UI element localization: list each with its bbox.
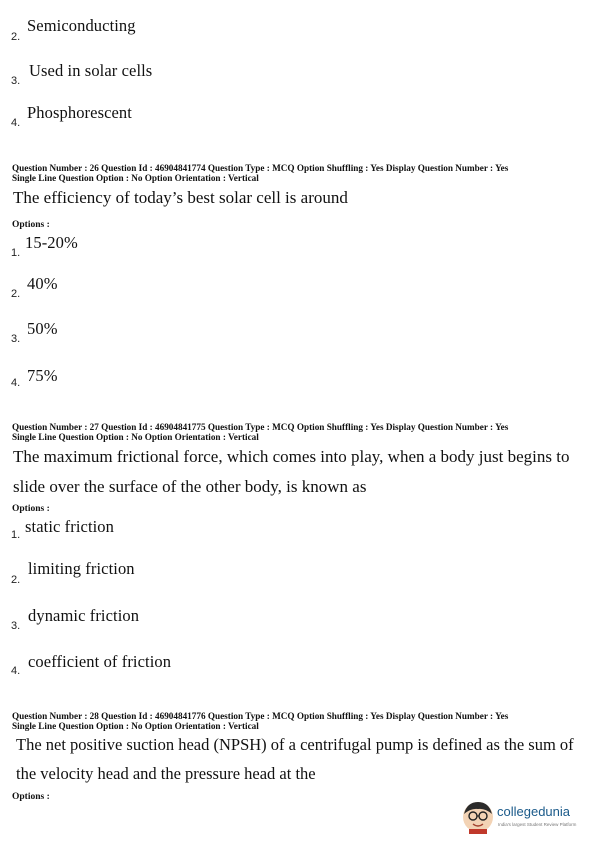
question-meta: Question Number : 28 Question Id : 46904841776 Question Type : MCQ Option Shuffling : Yes Display Question Number : Yes Single Line Question Option : No Option Orientation : Vertical (12, 711, 509, 731)
option-text: dynamic friction (28, 606, 140, 625)
collegedunia-logo (461, 800, 581, 836)
option-text: Phosphorescent (27, 103, 132, 122)
option-number: 4. (11, 117, 21, 129)
option-text: 15-20% (25, 233, 78, 252)
option-number: 3. (11, 333, 21, 345)
option-text: limiting friction (28, 559, 135, 578)
option-number: 3. (11, 75, 21, 87)
question-text: The efficiency of today’s best solar cell is around (13, 188, 348, 207)
option-number: 3. (11, 620, 21, 632)
option-number: 4. (11, 665, 21, 677)
options-label: Options : (12, 220, 50, 230)
option-number: 2. (11, 574, 21, 586)
options-label: Options : (12, 792, 50, 802)
question-text-line: slide over the surface of the other body, is known as (13, 477, 367, 496)
option-text: static friction (25, 517, 115, 536)
option-number: 1. (11, 247, 21, 259)
options-label: Options : (12, 504, 50, 514)
question-meta: Question Number : 26 Question Id : 46904841774 Question Type : MCQ Option Shuffling : Yes Display Question Number : Yes Single Line Question Option : No Option Orientation : Vertical (12, 163, 509, 183)
option-text: coefficient of friction (28, 652, 172, 671)
option-number: 1. (11, 529, 21, 541)
option-text: 40% (27, 274, 58, 293)
mascot-icon (461, 800, 495, 834)
option-text: Semiconducting (27, 16, 136, 35)
question-text-line: the velocity head and the pressure head at the (16, 764, 316, 783)
option-text: 75% (27, 366, 58, 385)
question-text-line: The net positive suction head (NPSH) of a centrifugal pump is defined as the sum of (16, 735, 574, 754)
option-text: 50% (27, 319, 58, 338)
logo-text: collegedunia (497, 804, 571, 819)
option-number: 4. (11, 377, 21, 389)
question-text-line: The maximum frictional force, which comes into play, when a body just begins to (13, 447, 570, 466)
option-text: Used in solar cells (29, 61, 153, 80)
logo-tagline: India's largest Student Review Platform (498, 822, 577, 827)
option-number: 2. (11, 288, 21, 300)
question-meta: Question Number : 27 Question Id : 46904841775 Question Type : MCQ Option Shuffling : Yes Display Question Number : Yes Single Line Question Option : No Option Orientation : Vertical (12, 422, 509, 442)
option-number: 2. (11, 31, 21, 43)
